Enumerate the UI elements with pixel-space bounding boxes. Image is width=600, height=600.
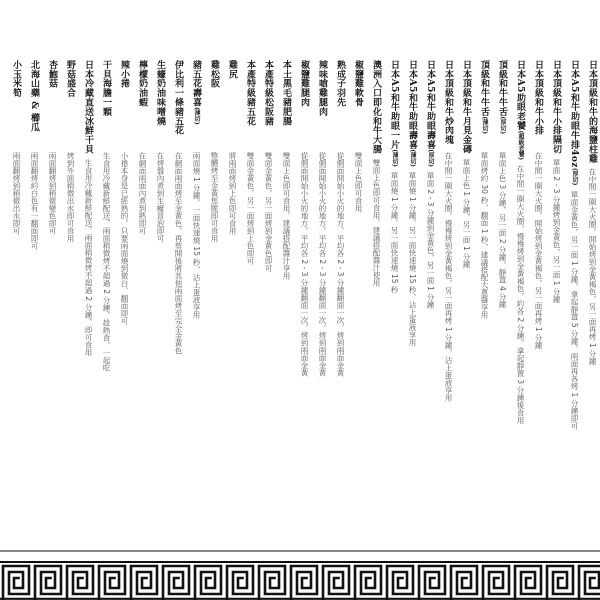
item-name: 本土黑毛豬肥腸 [281,60,291,126]
item-name: 北海山藥 & 櫛瓜 [29,60,39,132]
item-cut-note: (厚切) [499,116,506,135]
menu-item [513,0,527,548]
item-name: 頂級和牛牛舌 [479,60,489,117]
item-instruction: 在中間一圈大火圈，慢慢烤到金黃褐色，約各 2 分鐘，拿起靜置 3 分鐘後食用 [516,165,525,425]
item-instruction: 整體烤至金黃焦脆即可食用 [210,152,219,242]
item-name: 伊比利一條豬五花 [173,60,183,136]
menu-item [225,0,239,548]
item-name: 日本A5和牛助眼壽喜 [407,60,417,150]
item-name: 本產特級豬五花 [245,60,255,126]
item-name: 椒鹽雞腿肉 [299,60,309,107]
item-instruction: 在網面兩面烤至金黃色，再剪開後將其他兩面烤至完全金黃色 [174,152,183,355]
item-cut-note: (薄切) [391,149,398,167]
menu-item [477,0,491,548]
item-name: 野菇盛合 [65,60,75,98]
item-name-block [45,60,59,88]
menu-item [351,0,365,548]
item-name-block [333,60,347,107]
item-cut-note: (薄切) [193,107,200,125]
item-name: 日本頂級和牛的海鹽柱雞 [587,60,597,164]
item-name: 生蠔奶油味噌燒 [155,60,165,126]
item-name: 雞尻 [227,60,237,79]
item-instruction: 單面 2 - 3 分鐘烤到金黃色，另一面 1 分鐘 [552,159,561,303]
item-name: 椒鹽雞軟骨 [353,60,363,107]
item-name-block [99,60,113,116]
item-cut-note: (超級老饕) [517,130,524,161]
menu-item [9,0,23,548]
item-name-block [531,60,545,135]
item-instruction: 將兩面烤到上色即可食用 [228,152,237,235]
item-instruction: 單面燒 1 分鐘，另一面快速燒 15 秒，沾上蛋液享用 [408,172,417,346]
item-name-block [567,60,581,186]
menu-item [459,0,473,548]
item-name-block [513,60,527,160]
item-name-block [405,60,419,167]
item-name-block [225,60,239,79]
menu-item [315,0,329,548]
item-name-block [153,60,167,126]
fret-pattern [0,563,600,600]
menu-item [45,0,59,548]
menu-item [567,0,581,548]
item-instruction: 從側面開始小火的地方，平均各 2 - 3 分鐘翻面一次，烤到兩面金黃 [318,152,327,377]
menu-item [387,0,401,548]
menu-item [279,0,293,548]
item-name-block [459,60,473,154]
menu-item [369,0,383,548]
item-name: 日本A5和牛助眼一片 [389,60,399,150]
item-instruction: 生食用冷藏新鮮配送，兩面稍微烤不超過 2 分鐘，趁熱食，一起吃 [102,152,111,372]
menu-item [261,0,275,548]
item-name-block [369,60,383,154]
item-instruction: 兩面翻烤到稍微出水即可 [12,152,21,235]
menu-item [531,0,545,548]
item-instruction: 在中間一圈大火圈，開始烤到金黃褐色，另一面再烤 1 分鐘 [534,152,543,350]
menu-item [243,0,257,548]
item-name-block [117,60,131,88]
menu-item [99,0,113,548]
menu-item [171,0,185,548]
menu-item [189,0,203,548]
item-name-block [189,60,203,125]
item-instruction: 在網面兩面內煮到熟即可 [138,152,147,235]
item-name: 日本頂級和牛小排隔切 [551,60,561,154]
item-name: 澳洲入口即化和牛大腸 [371,60,381,154]
item-name-block [423,60,437,167]
item-cut-note: (厚切) [571,167,578,186]
item-name: 頂級和牛牛舌 [497,60,507,117]
item-name: 日本頂級和牛月見金磚 [461,60,471,154]
item-name: 日本頂級和牛炒肉塊 [443,60,453,145]
menu-item [135,0,149,548]
item-instruction: 單面 2 - 3 分鐘到金黃色，另一面 1 分鐘 [426,172,435,309]
item-instruction: 小捲本身是已經熟的，只要兩面燒到微白，翻面即可 [120,152,129,325]
menu-item [153,0,167,548]
fret-border [0,550,600,600]
item-name-block [585,60,599,163]
menu-item [207,0,221,548]
item-instruction: 從側面開始小火的地方，平均各 2 - 3 分鐘翻面一次，烤到兩面金黃 [336,152,345,377]
menu-item [441,0,455,548]
item-name-block [477,60,491,134]
item-name-block [9,60,23,98]
item-name-block [243,60,257,126]
item-name: 干貝海膽一顆 [101,60,111,117]
item-name-block [81,60,95,154]
item-instruction: 兩面燒 1 分鐘，一面快速燒 15 秒，沾上蛋液享用 [192,152,201,319]
item-name-block [261,60,275,126]
item-name: 檸檬奶油蝦 [137,60,147,107]
item-instruction: 兩面翻烤約白色有一翻面即可 [30,152,39,250]
item-instruction: 雙面金黃色，另一面烤到金黃色即可 [264,152,273,272]
item-instruction: 單面烤約 30 秒，翻面 1 秒，建議搭配大蔥醬享用 [480,152,489,319]
item-name: 熟成子羽先 [335,60,345,107]
menu-item [297,0,311,548]
item-cut-note: (薄切) [481,116,488,135]
item-name: 辣小捲 [119,60,129,89]
menu-item [423,0,437,548]
item-name: 杏鮑菇 [47,60,57,89]
item-instruction: 雙面金黃色，另一面烤到上色即可 [246,152,255,265]
item-instruction: 在中間一圈大火圈，開始烤到金黃褐色，另一面再烤 1 分鐘 [588,168,597,366]
item-name: 本產特級松阪豬 [263,60,273,126]
item-name: 小玉米筍 [11,60,21,98]
item-name: 日本A5和牛助眼牛排4oz [569,60,579,168]
menu-item [117,0,131,548]
item-name-block [351,60,365,107]
item-instruction: 從側面開始小火的地方，平均各 2 - 3 分鐘翻面一次，烤到兩面金黃 [300,152,309,377]
item-instruction: 兩面翻烤到稍微變色即可 [48,152,57,235]
item-instruction: 雙面上色即可食用 [354,152,363,212]
item-instruction: 在烤盤內煮到生蠔冒泡即可 [156,152,165,242]
item-instruction: 單面上色 3 分鐘，另一面 2 分鐘，靜置 4 分鐘 [498,152,507,309]
item-name: 日本頂級和牛小排 [533,60,543,136]
item-name: 日本A5助眼老饕 [515,60,525,131]
menu-item [333,0,347,548]
item-instruction: 單面上色 1 分鐘，另一面 1 分鐘 [462,159,471,269]
item-instruction: 雙面上色即可食用，建議搭配醬汁使用 [372,159,381,287]
item-instruction: 在中間一圈大火圈，慢慢烤到金黃褐色，另一面再烤 1 分鐘，沾上蛋液享用 [444,152,453,402]
item-instruction: 雙面上色即可食用，建議搭配醬汁享用 [282,152,291,280]
item-name-block [315,60,329,116]
menu-item [495,0,509,548]
menu-item [27,0,41,548]
item-instruction: 單面燒 1 分鐘，另一面快速燒 15 秒 [390,172,399,294]
item-name-block [171,60,185,135]
item-name-block [63,60,77,98]
item-instruction: 烤到外面稍微出水即可食用 [66,152,75,242]
menu-item [81,0,95,548]
menu-item [405,0,419,548]
item-name-block [27,60,41,132]
item-name: 豬五花壽喜 [191,60,201,107]
menu-item [585,0,599,548]
item-name: 雞松阪 [209,60,219,89]
item-name-block [279,60,293,126]
item-cut-note: (薄切) [409,149,416,167]
item-name-block [495,60,509,134]
item-name: 日本A5和牛助眼壽喜 [425,60,435,150]
item-instruction: 單面金黃色，另一面 1 分鐘，拿起靜置 5 分鐘，兩面再各烤 1 分鐘即可 [570,191,579,430]
item-name-block [135,60,149,107]
item-name-block [387,60,401,167]
item-name-block [441,60,455,145]
menu-item [63,0,77,548]
item-name-block [207,60,221,88]
item-instruction: 生食用冷藏新鮮配送，兩面稍微烤不超過 2 分鐘，即可食用 [84,159,93,357]
item-name: 日本冷藏直送冰鮮干貝 [83,60,93,154]
item-name-block [549,60,563,154]
menu-item [549,0,563,548]
item-cut-note: (厚切) [427,149,434,167]
item-name-block [297,60,311,107]
item-name: 辣味嗆雞腿肉 [317,60,327,117]
